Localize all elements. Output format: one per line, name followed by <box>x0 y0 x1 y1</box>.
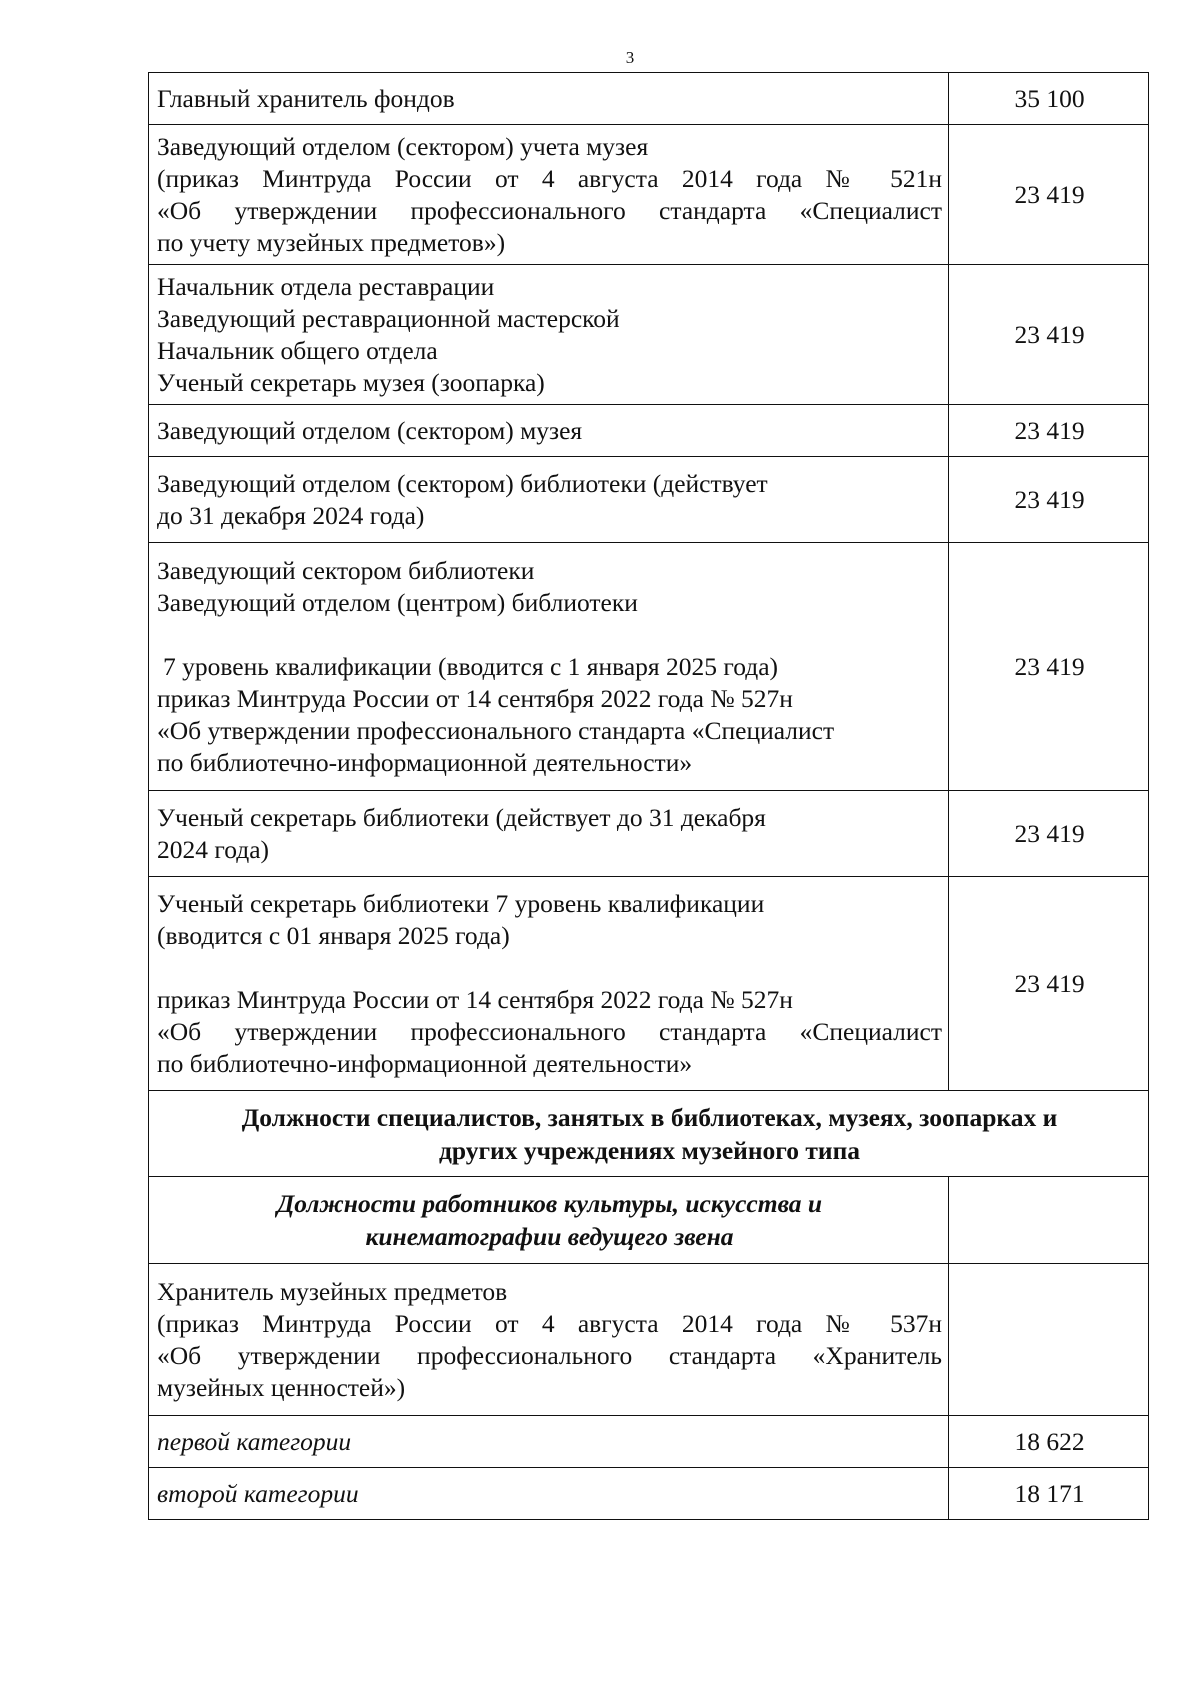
table-row <box>149 543 1149 791</box>
position-line: «Об утверждении профессионального стандарта «Специалист <box>157 195 942 225</box>
position-line: Заведующий отделом (сектором) библиотеки (действует <box>157 468 768 498</box>
position-cell <box>149 877 949 1091</box>
position-line: по учету музейных предметов») <box>157 227 506 257</box>
table-row <box>149 1264 1149 1416</box>
page-number: 3 <box>625 48 635 67</box>
subsection-heading-line: Должности работников культуры, искусства и <box>276 1189 823 1218</box>
table-row <box>149 1416 1149 1468</box>
position-line: Начальник отдела реставрации <box>157 271 495 301</box>
subsection-heading-line: кинематографии ведущего звена <box>365 1222 734 1251</box>
position-line: Хранитель музейных предметов <box>157 1276 508 1306</box>
blank-line <box>157 619 942 651</box>
category-cell: первой категории <box>149 1416 949 1468</box>
section-heading-row <box>149 1091 1149 1177</box>
position-line: Ученый секретарь библиотеки (действует до 31 декабря <box>157 802 766 832</box>
table-row <box>149 73 1149 125</box>
position-line: 7 уровень квалификации (вводится с 1 января 2025 года) <box>163 651 779 681</box>
position-line: Заведующий сектором библиотеки <box>157 555 535 585</box>
salary-cell: 23 419 <box>949 457 1149 543</box>
position-line: приказ Минтруда России от 14 сентября 2022 года № 527н <box>157 984 793 1014</box>
position-line: Начальник общего отдела <box>157 335 438 365</box>
position-line: Главный хранитель фондов <box>157 83 455 113</box>
position-line: приказ Минтруда России от 14 сентября 2022 года № 527н <box>157 683 793 713</box>
subsection-heading-row <box>149 1177 1149 1264</box>
position-line: по библиотечно-информационной деятельности» <box>157 747 693 777</box>
position-line: (приказ Минтруда России от 4 августа 2014 года № 521н <box>157 163 942 193</box>
section-heading-line: Должности специалистов, занятых в библиотеках, музеях, зоопарках и <box>241 1102 1058 1132</box>
position-line: до 31 декабря 2024 года) <box>157 500 425 530</box>
table-row <box>149 791 1149 877</box>
subsection-heading <box>149 1177 949 1264</box>
salary-cell <box>949 1264 1149 1416</box>
position-cell <box>149 791 949 877</box>
section-heading-line: других учреждениях музейного типа <box>438 1135 861 1165</box>
salary-cell: 23 419 <box>949 265 1149 405</box>
blank-line <box>157 952 942 984</box>
position-line: «Об утверждении профессионального стандарта «Специалист <box>157 715 835 745</box>
position-line: Ученый секретарь библиотеки 7 уровень квалификации <box>157 888 765 918</box>
position-line: Заведующий отделом (сектором) музея <box>157 415 583 445</box>
position-cell <box>149 543 949 791</box>
position-line: по библиотечно-информационной деятельности» <box>157 1048 693 1078</box>
position-cell <box>149 73 949 125</box>
section-heading <box>149 1091 1149 1177</box>
position-line: Заведующий отделом (центром) библиотеки <box>157 587 638 617</box>
position-line: (приказ Минтруда России от 4 августа 2014 года № 537н <box>157 1308 942 1338</box>
table-row <box>149 265 1149 405</box>
salary-cell: 23 419 <box>949 125 1149 265</box>
salary-cell: 23 419 <box>949 877 1149 1091</box>
salary-cell: 35 100 <box>949 73 1149 125</box>
position-line: музейных ценностей») <box>157 1372 406 1402</box>
salary-cell: 18 622 <box>949 1416 1149 1468</box>
salary-cell: 23 419 <box>949 543 1149 791</box>
category-cell: второй категории <box>149 1468 949 1520</box>
position-line: Ученый секретарь музея (зоопарка) <box>157 367 545 397</box>
table-row <box>149 457 1149 543</box>
position-line: «Об утверждении профессионального стандарта «Специалист <box>157 1016 942 1046</box>
empty-salary-cell <box>949 1177 1149 1264</box>
position-line: Заведующий отделом (сектором) учета музея <box>157 131 649 161</box>
position-cell <box>149 405 949 457</box>
position-line: «Об утверждении профессионального стандарта «Хранитель <box>157 1340 942 1370</box>
table-row <box>149 405 1149 457</box>
salary-cell: 18 171 <box>949 1468 1149 1520</box>
position-cell <box>149 457 949 543</box>
position-line: 2024 года) <box>157 834 269 864</box>
table-row <box>149 877 1149 1091</box>
position-cell <box>149 265 949 405</box>
table-row <box>149 1468 1149 1520</box>
salary-table <box>148 72 1149 1520</box>
salary-cell: 23 419 <box>949 791 1149 877</box>
position-line: Заведующий реставрационной мастерской <box>157 303 620 333</box>
position-cell <box>149 125 949 265</box>
table-row <box>149 125 1149 265</box>
salary-cell: 23 419 <box>949 405 1149 457</box>
position-line: (вводится с 01 января 2025 года) <box>157 920 510 950</box>
position-cell <box>149 1264 949 1416</box>
